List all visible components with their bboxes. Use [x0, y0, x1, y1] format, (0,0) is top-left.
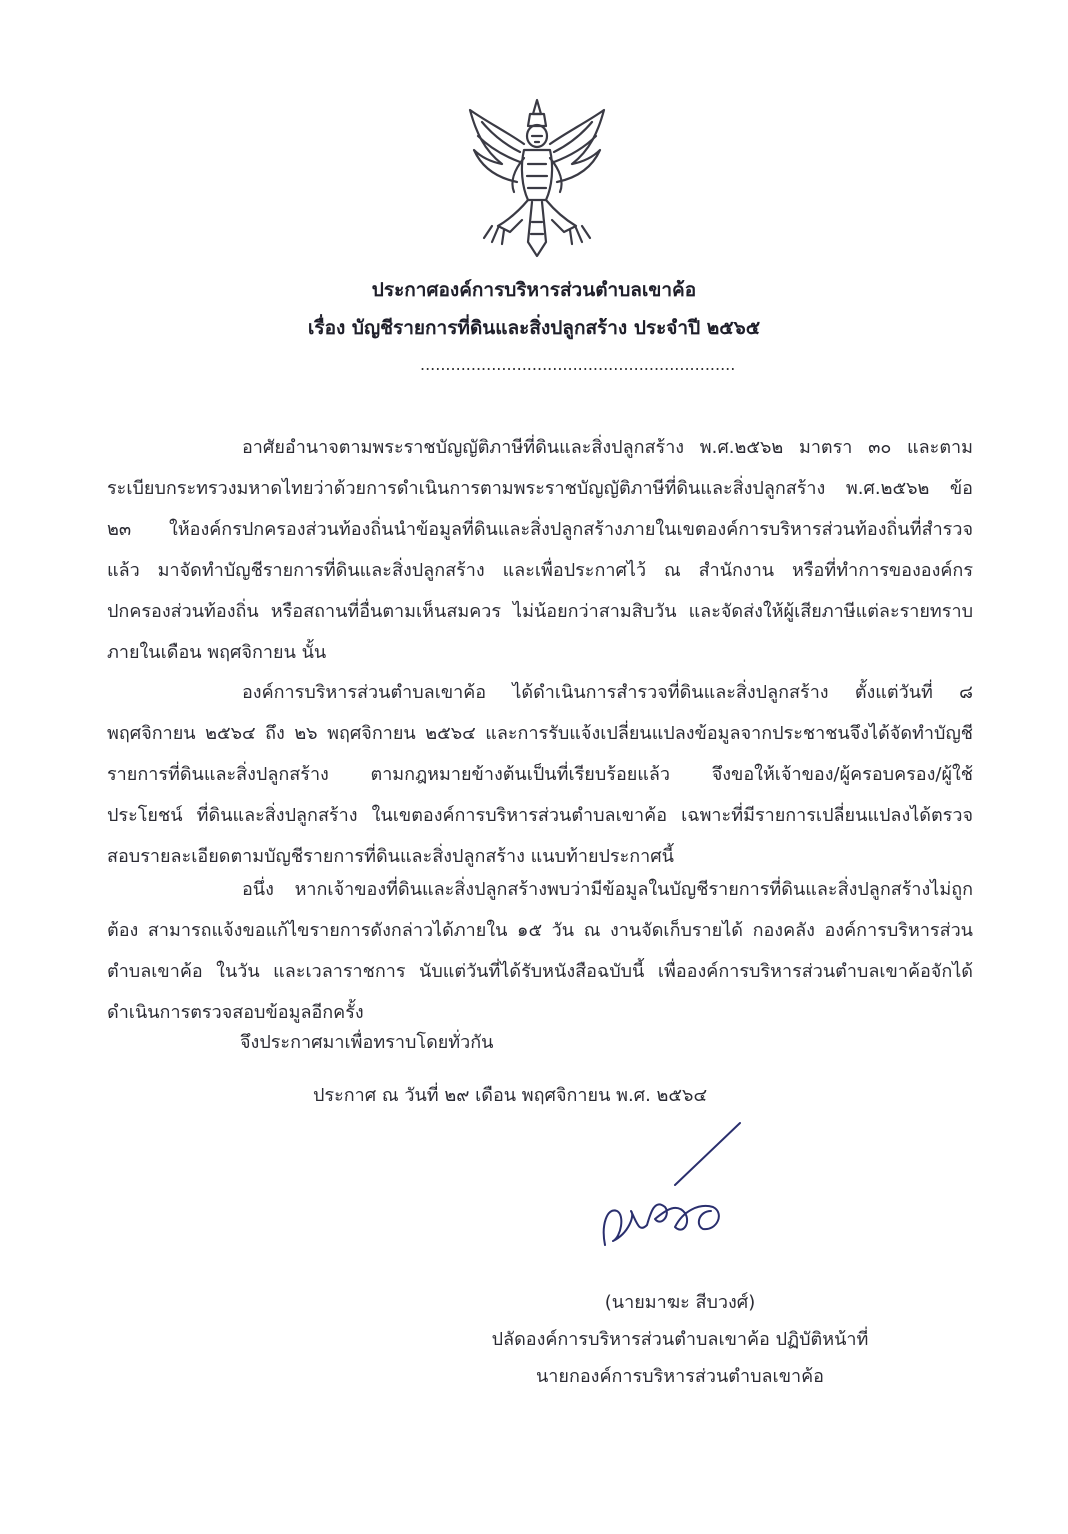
announcement-subject: เรื่อง บัญชีรายการที่ดินและสิ่งปลูกสร้าง ประจำปี ๒๕๖๕ [307, 317, 761, 339]
announcement-date: ประกาศ ณ วันที่ ๒๙ เดือน พฤศจิกายน พ.ศ. ๒๕๖๔ [313, 1085, 708, 1106]
title-separator: .............................................................. [420, 355, 736, 374]
signer-position-1: ปลัดองค์การบริหารส่วนตำบลเขาค้อ ปฏิบัติหน้าที่ [491, 1329, 869, 1350]
signer-position-2: นายกองค์การบริหารส่วนตำบลเขาค้อ [536, 1366, 824, 1387]
closing-line: จึงประกาศมาเพื่อทราบโดยทั่วกัน [240, 1032, 494, 1053]
garuda-emblem-icon [462, 92, 612, 262]
announcement-title: ประกาศองค์การบริหารส่วนตำบลเขาค้อ [371, 279, 697, 301]
signer-name: (นายมาฆะ สีบวงศ์) [604, 1292, 756, 1313]
body-paragraph-1: อาศัยอำนาจตามพระราชบัญญัติภาษีที่ดินและสิ่งปลูกสร้าง พ.ศ.๒๕๖๒ มาตรา ๓๐ และตามระเบียบกระทรวงมหาดไทยว่าด้วยการดำเนินการตามพระราชบัญญัติภาษีที่ดินและสิ่งปลูกสร้าง พ.ศ.๒๕๖๒ ข้อ ๒๓ ให้องค์กรปกครองส่วนท้องถิ่นนำข้อมูลที่ดินและสิ่งปลูกสร้างภายในเขตองค์การบริหารส่วนท้องถิ่นที่สำรวจแล้ว มาจัดทำบัญชีรายการที่ดินและสิ่งปลูกสร้าง และเพื่อประกาศไว้ ณ สำนักงาน หรือที่ทำการขององค์กรปกครองส่วนท้องถิ่น หรือสถานที่อื่นตามเห็นสมควร ไม่น้อยกว่าสามสิบวัน และจัดส่งให้ผู้เสียภาษีแต่ละรายทราบภายในเดือน พฤศจิกายน นั้น [107, 437, 973, 663]
body-paragraph-2: องค์การบริหารส่วนตำบลเขาค้อ ได้ดำเนินการสำรวจที่ดินและสิ่งปลูกสร้าง ตั้งแต่วันที่ ๘ พฤศจิกายน ๒๕๖๔ ถึง ๒๖ พฤศจิกายน ๒๕๖๔ และการรับแจ้งเปลี่ยนแปลงข้อมูลจากประชาชนจึงได้จัดทำบัญชีรายการที่ดินและสิ่งปลูกสร้าง ตามกฎหมายข้างต้นเป็นที่เรียบร้อยแล้ว จึงขอให้เจ้าของ/ผู้ครอบครอง/ผู้ใช้ประโยชน์ ที่ดินและสิ่งปลูกสร้าง ในเขตองค์การบริหารส่วนตำบลเขาค้อ เฉพาะที่มีรายการเปลี่ยนแปลงได้ตรวจสอบรายละเอียดตามบัญชีรายการที่ดินและสิ่งปลูกสร้าง แนบท้ายประกาศนี้ [107, 682, 973, 867]
handwritten-signature [595, 1115, 745, 1255]
body-paragraph-3: อนึ่ง หากเจ้าของที่ดินและสิ่งปลูกสร้างพบว่ามีข้อมูลในบัญชีรายการที่ดินและสิ่งปลูกสร้างไม่ถูกต้อง สามารถแจ้งขอแก้ไขรายการดังกล่าวได้ภายใน ๑๕ วัน ณ งานจัดเก็บรายได้ กองคลัง องค์การบริหารส่วนตำบลเขาค้อ ในวัน และเวลาราชการ นับแต่วันที่ได้รับหนังสือฉบับนี้ เพื่อองค์การบริหารส่วนตำบลเขาค้อจักได้ดำเนินการตรวจสอบข้อมูลอีกครั้ง [107, 879, 973, 1023]
